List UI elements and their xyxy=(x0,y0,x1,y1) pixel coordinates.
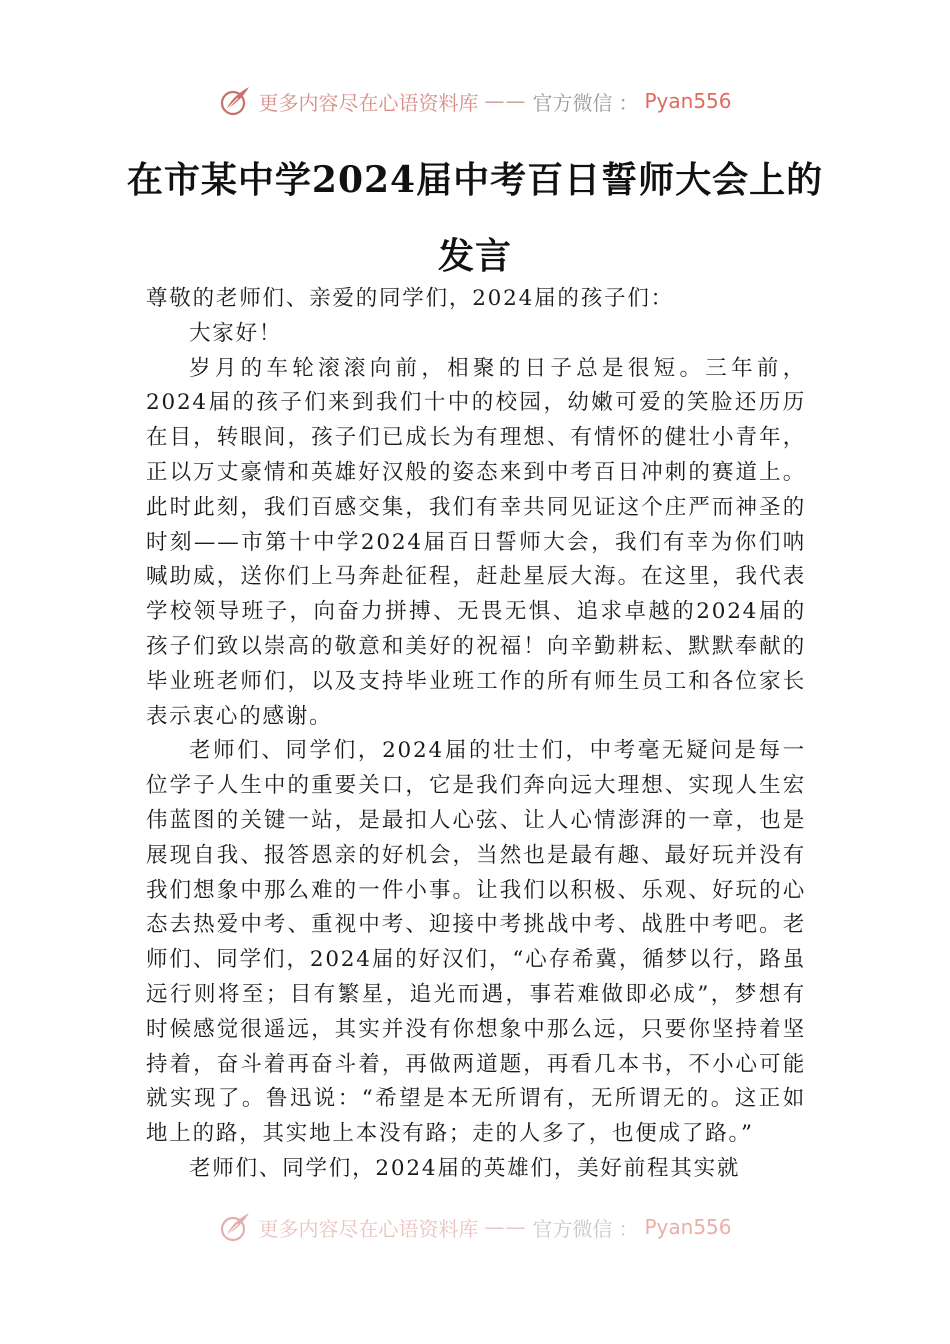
watermark-text: 更多内容尽在心语资料库 xyxy=(258,1216,479,1241)
paragraph-1: 岁月的车轮滚滚向前，相聚的日子总是很短。三年前，2024届的孩子们来到我们十中的校园，幼嫩可爱的笑脸还历历在目，转眼间，孩子们已成长为有理想、有情怀的健壮小青年，正以万丈豪情和英雄好汉般的姿态来到中考百日冲刺的赛道上。此时此刻，我们百感交集，我们有幸共同见证这个庄严而神圣的时刻——市第十中学2024届百日誓师大会，我们有幸为你们呐喊助威，送你们上马奔赴征程，赶赴星辰大海。在这里，我代表学校领导班子，向奋力拼搏、无畏无惧、追求卓越的2024届的孩子们致以崇高的敬意和美好的祝福！向辛勤耕耘、默默奉献的毕业班老师们，以及支持毕业班工作的所有师生员工和各位家长表示衷心的感谢。 xyxy=(146,355,806,729)
paragraph-greeting: 大家好！ xyxy=(189,320,283,346)
feather-pen-circle-logo xyxy=(218,1210,252,1244)
salutation: 尊敬的老师们、亲爱的同学们，2024届的孩子们： xyxy=(146,286,674,311)
document-body xyxy=(146,282,806,1187)
watermark-separator: —— xyxy=(484,89,527,113)
watermark-separator: —— xyxy=(484,1215,527,1239)
watermark-header xyxy=(0,84,950,118)
watermark-colon: ： xyxy=(618,90,639,115)
watermark-wechat-id: Pyan556 xyxy=(644,1215,732,1239)
watermark-colon: ： xyxy=(618,1216,639,1241)
paragraph-3: 老师们、同学们，2024届的英雄们，美好前程其实就 xyxy=(189,1155,741,1181)
feather-pen-circle-logo xyxy=(218,84,252,118)
paragraph-2: 老师们、同学们，2024届的壮士们，中考毫无疑问是每一位学子人生中的重要关口，它是我们奔向远大理想、实现人生宏伟蓝图的关键一站，是最扣人心弦、让人心情澎湃的一章，也是展现自我、报答恩亲的好机会，当然也是最有趣、最好玩并没有我们想象中那么难的一件小事。让我们以积极、乐观、好玩的心态去热爱中考、重视中考、迎接中考挑战中考、战胜中考吧。老师们、同学们，2024届的好汉们，“心存希冀，循梦以行，路虽远行则将至；目有繁星，追光而遇，事若难做即必成”，梦想有时候感觉很遥远，其实并没有你想象中那么远，只要你坚持着坚持着，奋斗着再奋斗着，再做两道题，再看几本书，不小心可能就实现了。鲁迅说：“希望是本无所谓有，无所谓无的。这正如地上的路，其实地上本没有路；走的人多了，也便成了路。” xyxy=(146,738,806,1147)
watermark-footer xyxy=(0,1210,950,1244)
document-title: 在市某中学2024届中考百日誓师大会上的发言 xyxy=(126,159,824,277)
watermark-wechat-label: 官方微信 xyxy=(532,1216,613,1241)
watermark-wechat-id: Pyan556 xyxy=(644,89,732,113)
watermark-wechat-label: 官方微信 xyxy=(532,90,613,115)
watermark-text: 更多内容尽在心语资料库 xyxy=(258,90,479,115)
